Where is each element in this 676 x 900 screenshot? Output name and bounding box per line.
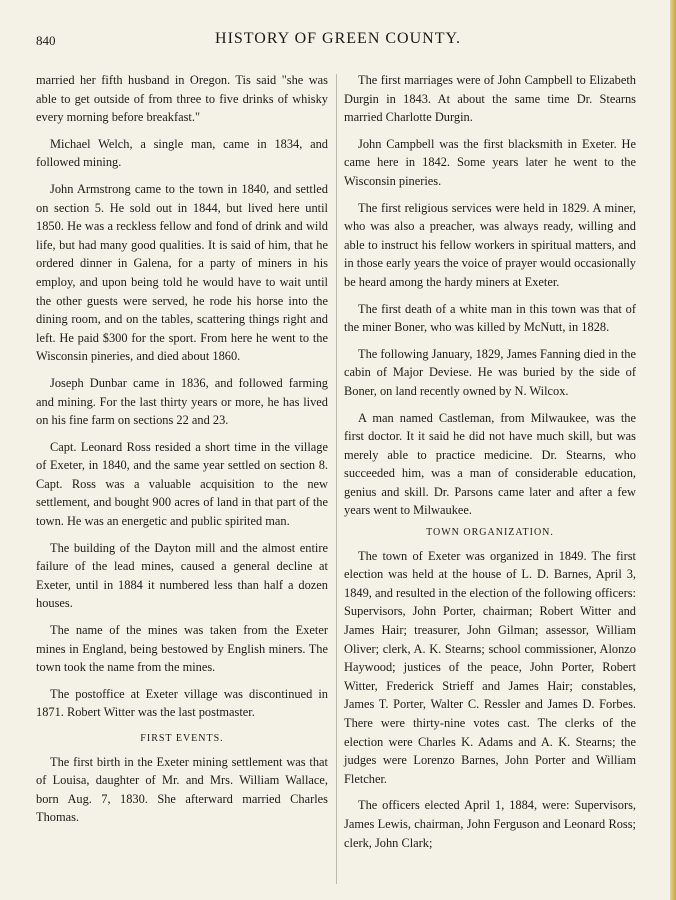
paragraph: John Armstrong came to the town in 1840, and settled on section 5. He sold out in 1844, but lived here until 1850. He was a reckless fellow and fond of drink and wild life, but had many good qualities. It is said of him, that he ordered dinner in Galena, for a party of miners in his employ, and upon being told he would have to wait until the other guests were served, he rode his horse into the dining room, and on the tables, scattering things right and left. He paid $300 for the sport. From here he went to the Wisconsin pineries, and died about 1860. — [36, 181, 328, 364]
paragraph: The building of the Dayton mill and the almost entire failure of the lead mines, caused a general decline at Exeter, until in 1884 it numbered less than half a dozen houses. — [36, 540, 328, 611]
paragraph: The first marriages were of John Campbell to Elizabeth Durgin in 1843. At about the same time Dr. Stearns married Charlotte Durgin. — [344, 73, 636, 125]
section-heading-town-organization: TOWN ORGANIZATION. — [426, 527, 554, 539]
page-number: 840 — [36, 33, 56, 48]
paragraph: The name of the mines was taken from the Exeter mines in England, being bestowed by English miners. The town took the name from the mines. — [36, 623, 328, 675]
right-column — [344, 71, 636, 860]
paragraph: The first birth in the Exeter mining settlement was that of Louisa, daughter of Mr. and Mrs. William Wallace, born Aug. 7, 1830. She afterward married Charles Thomas. — [36, 754, 328, 825]
paragraph: married her fifth husband in Oregon. Tis said "she was able to get outside of from three to five drinks of whisky every morning before breakfast." — [36, 73, 328, 125]
paragraph: The first religious services were held in 1829. A miner, who was also a preacher, was always ready, willing and able to instruct his fellow workers in spiritual matters, and in those early years the voice of prayer would occasionally be heard among the hardy miners at Exeter. — [344, 200, 636, 289]
paragraph: The officers elected April 1, 1884, were: Supervisors, James Lewis, chairman, John Ferguson and Leonard Ross; clerk, John Clark; — [344, 798, 636, 850]
paragraph: A man named Castleman, from Milwaukee, was the first doctor. It it said he did not have much skill, but was merely able to practice medicine. Dr. Stearns, who succeeded him, was a man of considerable education, genius and skill. Dr. Parsons came later and after a few years went to Milwaukee. — [344, 410, 636, 518]
left-column — [36, 71, 328, 835]
paragraph: The following January, 1829, James Fanning died in the cabin of Major Deviese. He was buried by the side of Boner, on land recently owned by N. Wilcox. — [344, 346, 636, 398]
paragraph: The first death of a white man in this town was that of the miner Boner, who was killed by McNutt, in 1828. — [344, 301, 636, 335]
page-title: HISTORY OF GREEN COUNTY. — [215, 30, 461, 47]
paragraph: John Campbell was the first blacksmith in Exeter. He came here in 1842. Some years later he went to the Wisconsin pineries. — [344, 136, 636, 188]
paragraph: Michael Welch, a single man, came in 1834, and followed mining. — [36, 136, 328, 170]
section-heading-first-events: FIRST EVENTS. — [140, 733, 224, 744]
column-divider — [336, 74, 337, 884]
page-edge-decoration — [670, 0, 676, 900]
paragraph: The postoffice at Exeter village was discontinued in 1871. Robert Witter was the last postmaster. — [36, 686, 328, 720]
paragraph: The town of Exeter was organized in 1849. The first election was held at the house of L. D. Barnes, April 3, 1849, and resulted in the election of the following officers: Supervisors, John Porter, chairman; Robert Witter and James Hair; treasurer, John Gilman; assessor, William Oliver; clerk, A. K. Stearns; school commissioner, Alonzo Haywood; justices of the peace, John Porter, Robert Witter, Frederick Strieff and James Hair; constables, James T. Porter, Walter C. Ressler and James D. Forbes. There were thirty-nine votes cast. The clerks of the election were Charles K. Adams and A. K. Stearns; the judges were Lorenzo Barnes, John Porter and William Fletcher. — [344, 548, 636, 786]
paragraph: Joseph Dunbar came in 1836, and followed farming and mining. For the last thirty years or more, he has lived on his fine farm on sections 22 and 23. — [36, 375, 328, 428]
paragraph: Capt. Leonard Ross resided a short time in the village of Exeter, in 1840, and the same year settled on section 8. Capt. Ross was a valuable acquisition to the new settlement, and bought 900 acres of land in that part of the town. He was an energetic and public spirited man. — [36, 439, 328, 529]
